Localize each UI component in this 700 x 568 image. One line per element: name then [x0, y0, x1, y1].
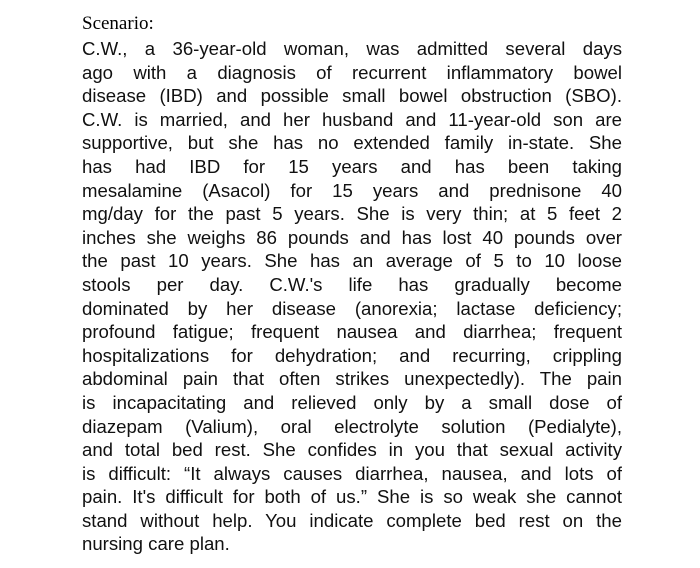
scenario-line: hospitalizations for dehydration; and recurring, crippling [82, 344, 622, 366]
scenario-line: is incapacitating and relieved only by a small dose of [82, 391, 622, 413]
scenario-line: the past 10 years. She has an average of 5 to 10 loose [82, 250, 622, 272]
scenario-line: has had IBD for 15 years and has been taking [82, 155, 622, 177]
scenario-line: inches she weighs 86 pounds and has lost 40 pounds over [82, 226, 622, 248]
scenario-line: stools per day. C.W.'s life has gradually become [82, 273, 622, 295]
scenario-line: C.W. is married, and her husband and 11-year-old son are [82, 108, 622, 130]
scenario-line: pain. It's difficult for both of us.” She is so weak she cannot [82, 486, 622, 508]
scenario-line: supportive, but she has no extended family in-state. She [82, 132, 622, 154]
scenario-line: nursing care plan. [82, 533, 230, 555]
scenario-line: dominated by her disease (anorexia; lactase deficiency; [82, 297, 622, 319]
scenario-document [82, 12, 622, 556]
scenario-line: C.W., a 36-year-old woman, was admitted several days [82, 38, 622, 59]
scenario-line: profound fatigue; frequent nausea and diarrhea; frequent [82, 321, 622, 343]
scenario-line: diazepam (Valium), oral electrolyte solution (Pedialyte), [82, 415, 622, 437]
scenario-line: ago with a diagnosis of recurrent inflammatory bowel [82, 61, 622, 83]
scenario-line: stand without help. You indicate complete bed rest on the [82, 509, 622, 531]
scenario-heading: Scenario: [82, 13, 154, 34]
scenario-body [82, 37, 622, 556]
scenario-line: mesalamine (Asacol) for 15 years and prednisone 40 [82, 179, 622, 201]
scenario-line: and total bed rest. She confides in you that sexual activity [82, 439, 622, 461]
scenario-line: is difficult: “It always causes diarrhea, nausea, and lots of [82, 462, 622, 484]
scenario-line: disease (IBD) and possible small bowel obstruction (SBO). [82, 85, 622, 107]
scenario-line: mg/day for the past 5 years. She is very thin; at 5 feet 2 [82, 203, 622, 225]
scenario-line: abdominal pain that often strikes unexpectedly). The pain [82, 368, 622, 390]
